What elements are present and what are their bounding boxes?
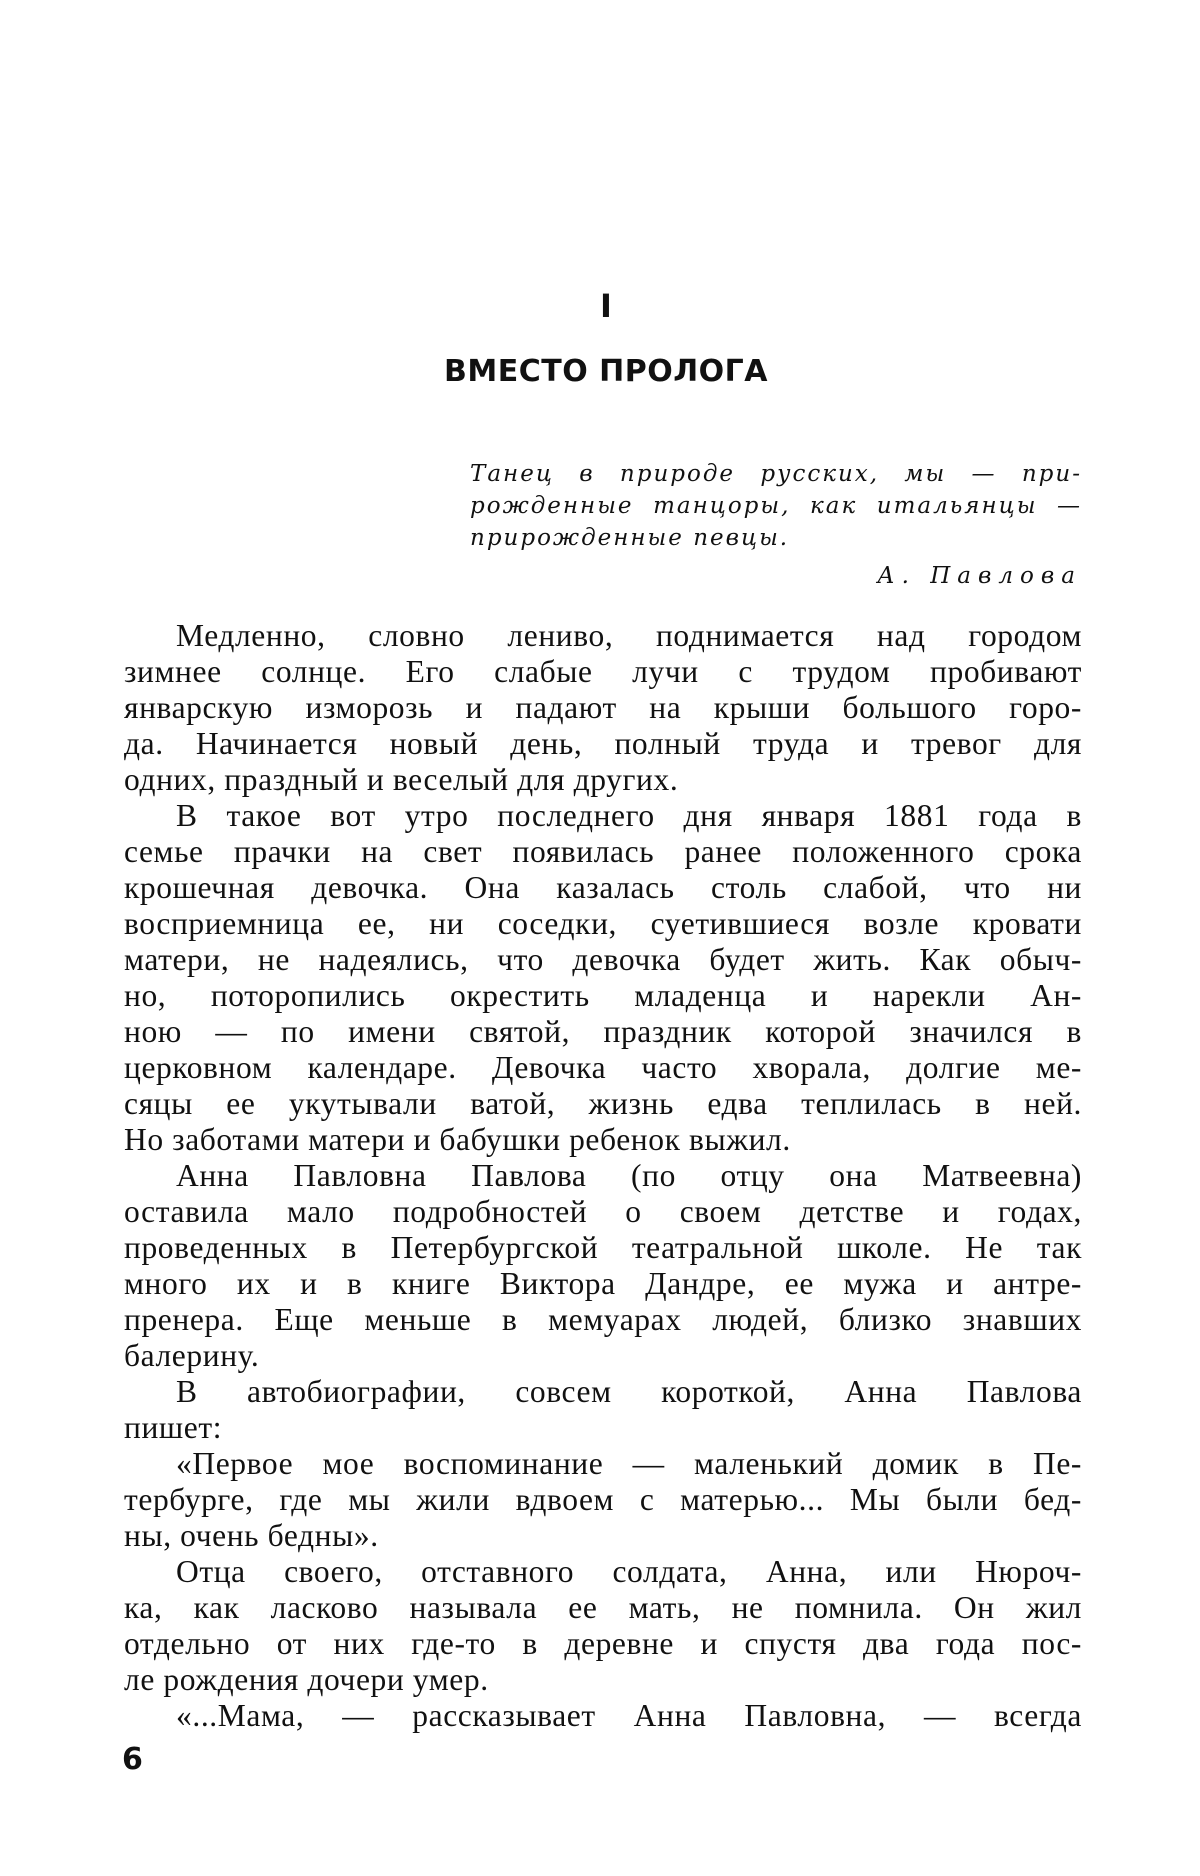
- text-line: пренера. Еще меньше в мемуарах людей, близко знавших: [124, 1302, 1082, 1338]
- text-line: восприемница ее, ни соседки, суетившиеся возле кровати: [124, 906, 1082, 942]
- text-line: да. Начинается новый день, полный труда и тревог для: [124, 726, 1082, 762]
- text-line: ка, как ласково называла ее мать, не помнила. Он жил: [124, 1590, 1082, 1626]
- text-line: В автобиографии, совсем короткой, Анна Павлова: [124, 1374, 1082, 1410]
- text-line: Медленно, словно лениво, поднимается над городом: [124, 618, 1082, 654]
- epigraph-line: рожденные танцоры, как итальянцы —: [470, 490, 1082, 522]
- paragraph: [124, 1446, 1082, 1554]
- text-line: сяцы ее укутывали ватой, жизнь едва теплилась в ней.: [124, 1086, 1082, 1122]
- page-number: 6: [122, 1742, 143, 1777]
- epigraph-line: Танец в природе русских, мы — при-: [470, 458, 1082, 490]
- text-line: пишет:: [124, 1410, 1082, 1446]
- paragraph: [124, 1158, 1082, 1374]
- epigraph-author: А. Павлова: [470, 560, 1082, 592]
- text-line: «...Мама, — рассказывает Анна Павловна, — всегда: [124, 1698, 1082, 1734]
- paragraph: [124, 798, 1082, 1158]
- text-line: ною — по имени святой, праздник которой значился в: [124, 1014, 1082, 1050]
- text-line: январскую изморозь и падают на крыши большого горо-: [124, 690, 1082, 726]
- chapter-number: I: [0, 286, 1200, 326]
- body-text: [124, 618, 1082, 1734]
- text-line: много их и в книге Виктора Дандре, ее мужа и антре-: [124, 1266, 1082, 1302]
- text-line: отдельно от них где-то в деревне и спустя два года пос-: [124, 1626, 1082, 1662]
- paragraph: [124, 618, 1082, 798]
- text-line: проведенных в Петербургской театральной школе. Не так: [124, 1230, 1082, 1266]
- paragraph: [124, 1698, 1082, 1734]
- text-line: одних, праздный и веселый для других.: [124, 762, 1082, 798]
- text-line: оставила мало подробностей о своем детстве и годах,: [124, 1194, 1082, 1230]
- text-line: крошечная девочка. Она казалась столь слабой, что ни: [124, 870, 1082, 906]
- text-line: балерину.: [124, 1338, 1082, 1374]
- text-line: семье прачки на свет появилась ранее положенного срока: [124, 834, 1082, 870]
- text-line: В такое вот утро последнего дня января 1881 года в: [124, 798, 1082, 834]
- text-line: матери, не надеялись, что девочка будет жить. Как обыч-: [124, 942, 1082, 978]
- text-line: зимнее солнце. Его слабые лучи с трудом пробивают: [124, 654, 1082, 690]
- text-line: тербурге, где мы жили вдвоем с матерью... Мы были бед-: [124, 1482, 1082, 1518]
- text-line: ле рождения дочери умер.: [124, 1662, 1082, 1698]
- text-line: ны, очень бедны».: [124, 1518, 1082, 1554]
- epigraph: [470, 458, 1082, 592]
- text-line: Отца своего, отставного солдата, Анна, или Нюроч-: [124, 1554, 1082, 1590]
- book-page: [0, 0, 1200, 1876]
- chapter-title: ВМЕСТО ПРОЛОГА: [0, 352, 1200, 392]
- text-line: но, поторопились окрестить младенца и нарекли Ан-: [124, 978, 1082, 1014]
- paragraph: [124, 1554, 1082, 1698]
- text-line: «Первое мое воспоминание — маленький домик в Пе-: [124, 1446, 1082, 1482]
- paragraph: [124, 1374, 1082, 1446]
- text-line: Анна Павловна Павлова (по отцу она Матвеевна): [124, 1158, 1082, 1194]
- text-line: церковном календаре. Девочка часто хворала, долгие ме-: [124, 1050, 1082, 1086]
- epigraph-line: прирожденные певцы.: [470, 522, 1082, 554]
- text-line: Но заботами матери и бабушки ребенок выжил.: [124, 1122, 1082, 1158]
